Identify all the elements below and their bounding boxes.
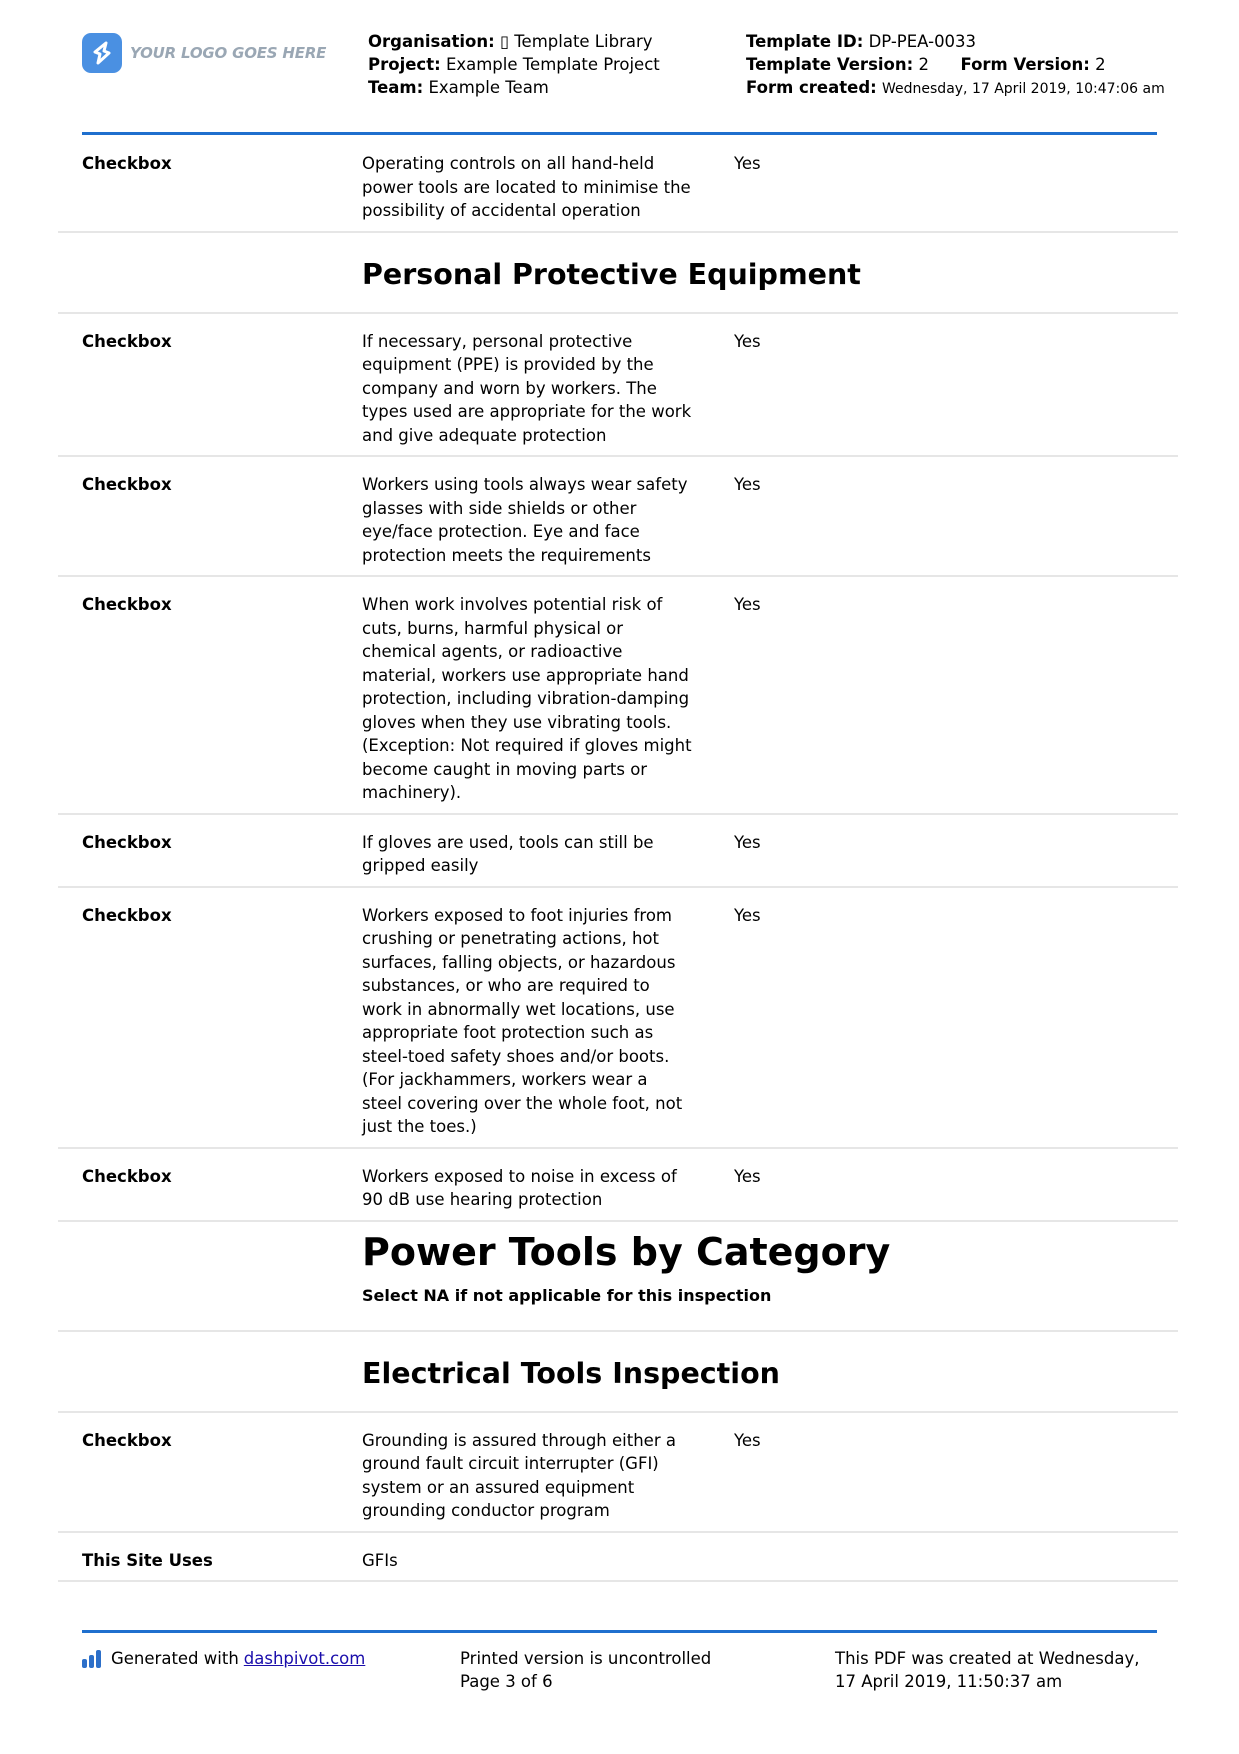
table-row [58, 136, 1178, 233]
team-label: Team: [368, 78, 424, 97]
row-value: Yes [734, 475, 761, 494]
project-label: Project: [368, 55, 441, 74]
template-version-value: 2 [918, 55, 929, 74]
pdf-created-info: This PDF was created at Wednesday, 17 April 2019, 11:50:37 am [835, 1649, 1140, 1691]
section-title: Personal Protective Equipment [362, 257, 861, 291]
row-label: Checkbox [82, 331, 172, 351]
header-org-info [368, 30, 728, 99]
page-header [82, 30, 1165, 134]
row-label: This Site Uses [82, 1550, 213, 1570]
logo-text: YOUR LOGO GOES HERE [130, 44, 327, 62]
page-number: Page 3 of 6 [460, 1671, 553, 1691]
row-label: Checkbox [82, 475, 172, 494]
project-value: Example Template Project [445, 55, 660, 74]
table-row [58, 1533, 1178, 1583]
category-title: Power Tools by Category [362, 1229, 891, 1274]
header-divider [82, 132, 1157, 135]
row-label: Checkbox [82, 154, 172, 173]
row-label: Checkbox [82, 832, 172, 852]
row-value: Yes [734, 595, 761, 614]
table-row [58, 577, 1178, 815]
row-label: Checkbox [82, 595, 172, 614]
section-header [58, 233, 1178, 314]
row-label: Checkbox [82, 905, 172, 925]
form-content [58, 136, 1178, 1582]
team-value: Example Team [428, 78, 549, 97]
row-value: Yes [734, 331, 761, 351]
category-header [58, 1222, 1178, 1332]
form-created-value: Wednesday, 17 April 2019, 10:47:06 am [882, 81, 1165, 97]
template-id-label: Template ID: [746, 32, 864, 51]
footer-middle [460, 1648, 780, 1693]
row-text: Operating controls on all hand-held power tools are located to minimise the possibility of accidental operation [362, 154, 691, 220]
template-version-label: Template Version: [746, 55, 914, 74]
row-value: Yes [734, 905, 761, 925]
row-label: Checkbox [82, 1166, 172, 1186]
table-row [58, 314, 1178, 458]
row-text: Workers using tools always wear safety glasses with side shields or other eye/face protection. Eye and face protection meets the requirements [362, 475, 688, 565]
row-value: Yes [734, 832, 761, 852]
dashpivot-bars-icon [82, 1650, 103, 1668]
row-label: Checkbox [82, 1430, 172, 1450]
template-id-value: DP-PEA-0033 [868, 32, 977, 51]
category-subtitle: Select NA if not applicable for this inspection [362, 1285, 772, 1305]
table-row [58, 888, 1178, 1149]
table-row [58, 1149, 1178, 1222]
company-logo [82, 33, 326, 73]
row-text: When work involves potential risk of cuts, burns, harmful physical or chemical agents, or radioactive material, workers use appropriate hand protection, including vibration-damping gloves when they use vibrating tools. (Exception: Not required if gloves might become caught in moving parts or machinery). [362, 595, 692, 802]
organisation-value: ▯ Template Library [499, 32, 653, 51]
footer-divider [82, 1630, 1157, 1633]
row-text: If necessary, personal protective equipment (PPE) is provided by the company and worn by workers. The types used are appropriate for the work and give adequate protection [362, 331, 692, 445]
generated-text: Generated with [111, 1649, 239, 1668]
section-header [58, 1332, 1178, 1413]
header-template-info [746, 30, 1166, 101]
form-version-value: 2 [1095, 55, 1106, 74]
table-row [58, 1413, 1178, 1533]
table-row [58, 457, 1178, 577]
generated-with [82, 1648, 365, 1671]
row-text: Grounding is assured through either a ground fault circuit interrupter (GFI) system or an assured equipment grounding conductor program [362, 1430, 676, 1520]
row-text: If gloves are used, tools can still be gripped easily [362, 832, 654, 875]
logo-icon [82, 33, 122, 73]
row-text: Workers exposed to foot injuries from crushing or penetrating actions, hot surfaces, falling objects, or hazardous substances, or who are required to work in abnormally wet locations, use appropriate foot protection such as steel-toed safety shoes and/or boots. (For jackhammers, workers wear a steel covering over the whole foot, not just the toes.) [362, 905, 683, 1136]
dashpivot-link[interactable]: dashpivot.com [243, 1649, 366, 1668]
row-text: GFIs [362, 1550, 398, 1570]
uncontrolled-notice: Printed version is uncontrolled [460, 1649, 712, 1668]
row-value: Yes [734, 1430, 761, 1450]
form-version-label: Form Version: [960, 55, 1090, 74]
row-text: Workers exposed to noise in excess of 90 dB use hearing protection [362, 1166, 677, 1209]
row-value: Yes [734, 154, 761, 173]
organisation-label: Organisation: [368, 32, 495, 51]
section-title: Electrical Tools Inspection [362, 1356, 780, 1390]
row-value: Yes [734, 1166, 761, 1186]
table-row [58, 815, 1178, 888]
form-created-label: Form created: [746, 78, 877, 97]
